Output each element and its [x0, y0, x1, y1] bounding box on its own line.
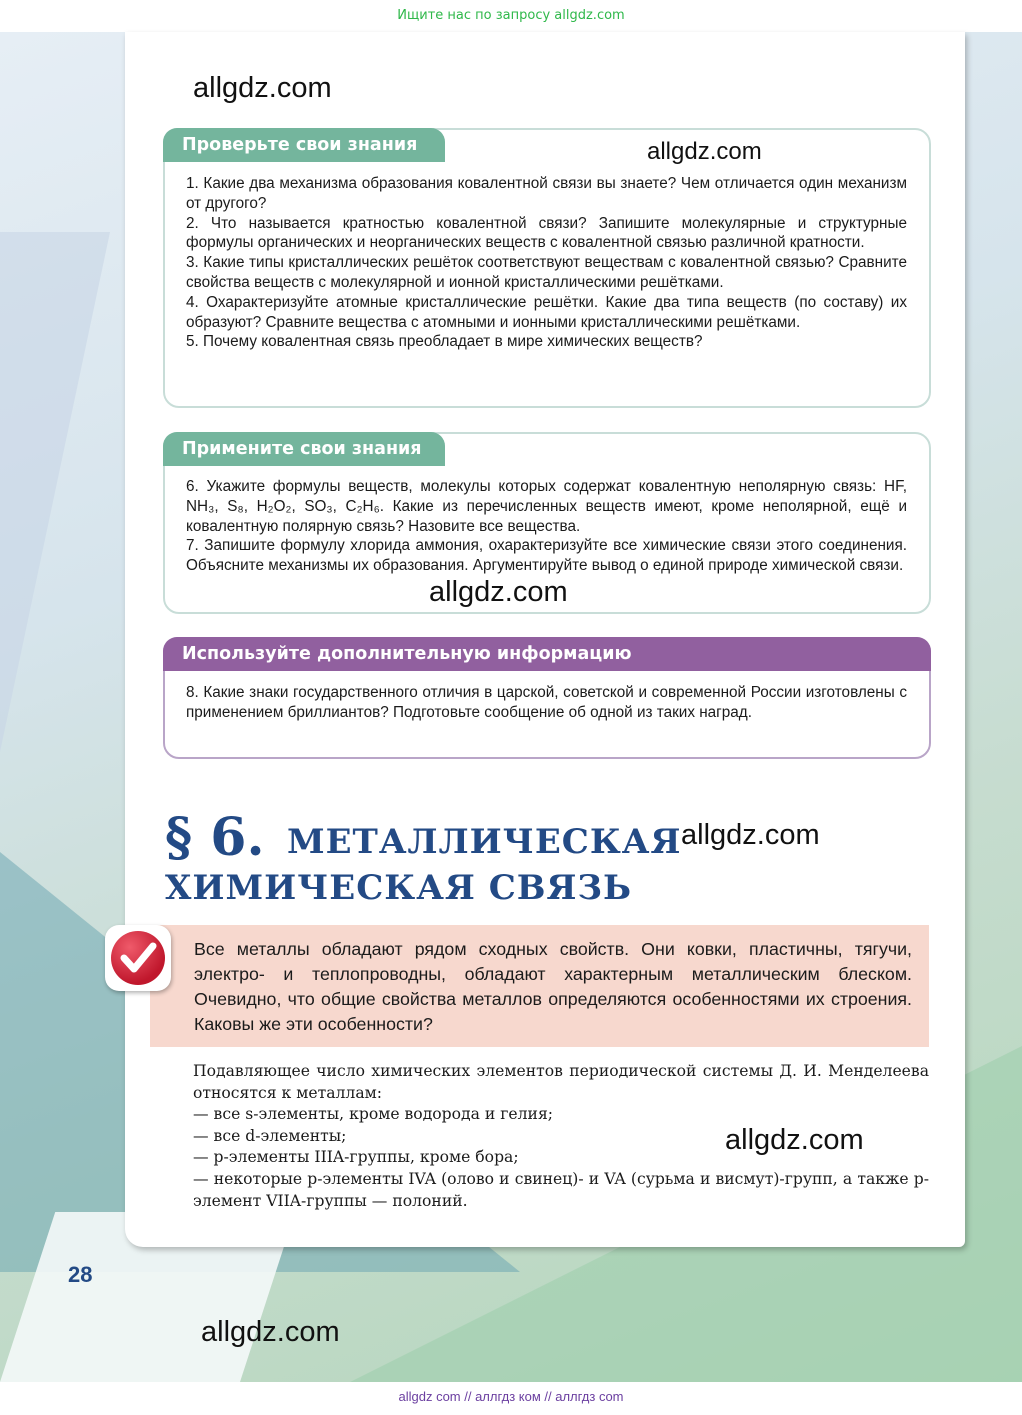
list-item: — некоторые p-элементы IVA (олово и свинец)- и VA (сурьма и висмут)-групп, а также p-элемент VIIA-группы — полоний. [193, 1169, 929, 1210]
extra-info-question [186, 683, 907, 723]
bottom-banner[interactable]: allgdz com // аллгдз ком // аллгдз com [0, 1382, 1022, 1415]
top-banner[interactable]: Ищите нас по запросу allgdz.com [0, 0, 1022, 32]
formula-list: HF, NH₃, S₈, H₂O₂, SO₃, C₂H₆ [186, 478, 907, 515]
watermark: allgdz.com [201, 1316, 340, 1348]
watermark: allgdz.com [681, 819, 820, 851]
apply-knowledge-title: Примените свои знания [163, 432, 445, 466]
section-number: § 6. [165, 807, 265, 868]
list-item: — все s-элементы, кроме водорода и гелия; [193, 1105, 554, 1124]
question-8: 8. Какие знаки государственного отличия в царской, советской и современной России изготовлены с применением бриллиантов? Подготовьте сообщение об одной из таких наград. [186, 684, 907, 721]
page-number: 28 [68, 1262, 93, 1287]
check-knowledge-questions [186, 174, 907, 352]
body-lead: Подавляющее число химических элементов периодической системы Д. И. Менделеева относятся к металлам: [193, 1062, 929, 1102]
watermark: allgdz.com [429, 576, 568, 608]
bg-shape [0, 232, 110, 752]
extra-info-box [163, 637, 931, 759]
question-4: 4. Охарактеризуйте атомные кристаллические решётки. Какие два типа веществ (по составу) их образуют? Сравните вещества с атомными и ионными кристаллическими решётками. [186, 293, 907, 331]
checkmark-icon [105, 925, 171, 991]
watermark: allgdz.com [647, 138, 762, 165]
apply-knowledge-questions [186, 477, 907, 576]
list-item: — p-элементы IIIA-группы, кроме бора; [193, 1148, 519, 1167]
question-1: 1. Какие два механизма образования ковалентной связи вы знаете? Чем отличается один механизм от другого? [186, 175, 907, 212]
check-knowledge-box [163, 128, 931, 408]
watermark: allgdz.com [193, 72, 332, 104]
question-2: 2. Что называется кратностью ковалентной связи? Запишите молекулярные и структурные формулы органических и неорганических веществ с ковалентной связью различной кратности. [186, 214, 907, 252]
intro-block [150, 925, 929, 1047]
question-3: 3. Какие типы кристаллических решёток соответствуют веществам с ковалентной связью? Сравните свойства веществ с молекулярной и ионной кристаллическими решётками. [186, 254, 907, 291]
extra-info-title: Используйте дополнительную информацию [163, 637, 931, 671]
question-7: 7. Запишите формулу хлорида аммония, охарактеризуйте все химические связи этого соединения. Объясните механизмы их образования. Аргументируйте вывод о единой природе химической связи. [186, 537, 907, 575]
check-knowledge-title: Проверьте свои знания [163, 128, 445, 162]
intro-text: Все металлы обладают рядом сходных свойств. Они ковки, пластичны, тягучи, электро- и теплопроводны, обладают характерным металлическим блеском. Очевидно, что общие свойства металлов определяются особенностями их строения. Каковы же эти особенности? [194, 939, 912, 1034]
list-item: — все d-элементы; [193, 1126, 347, 1145]
section-title-line1: МЕТАЛЛИЧЕСКАЯ [287, 822, 682, 862]
section-title-line2: ХИМИЧЕСКАЯ СВЯЗЬ [165, 868, 633, 908]
watermark: allgdz.com [725, 1124, 864, 1156]
question-6: 6. Укажите формулы веществ, молекулы которых содержат ковалентную неполярную связь: HF, NH₃, S₈, H₂O₂, SO₃, C₂H₆. Какие из перечисленных веществ имеют, кроме неполярной, ещё и ковалентную полярную связь? Назовите все вещества. [186, 478, 907, 535]
question-5: 5. Почему ковалентная связь преобладает в мире химических веществ? [186, 333, 703, 351]
